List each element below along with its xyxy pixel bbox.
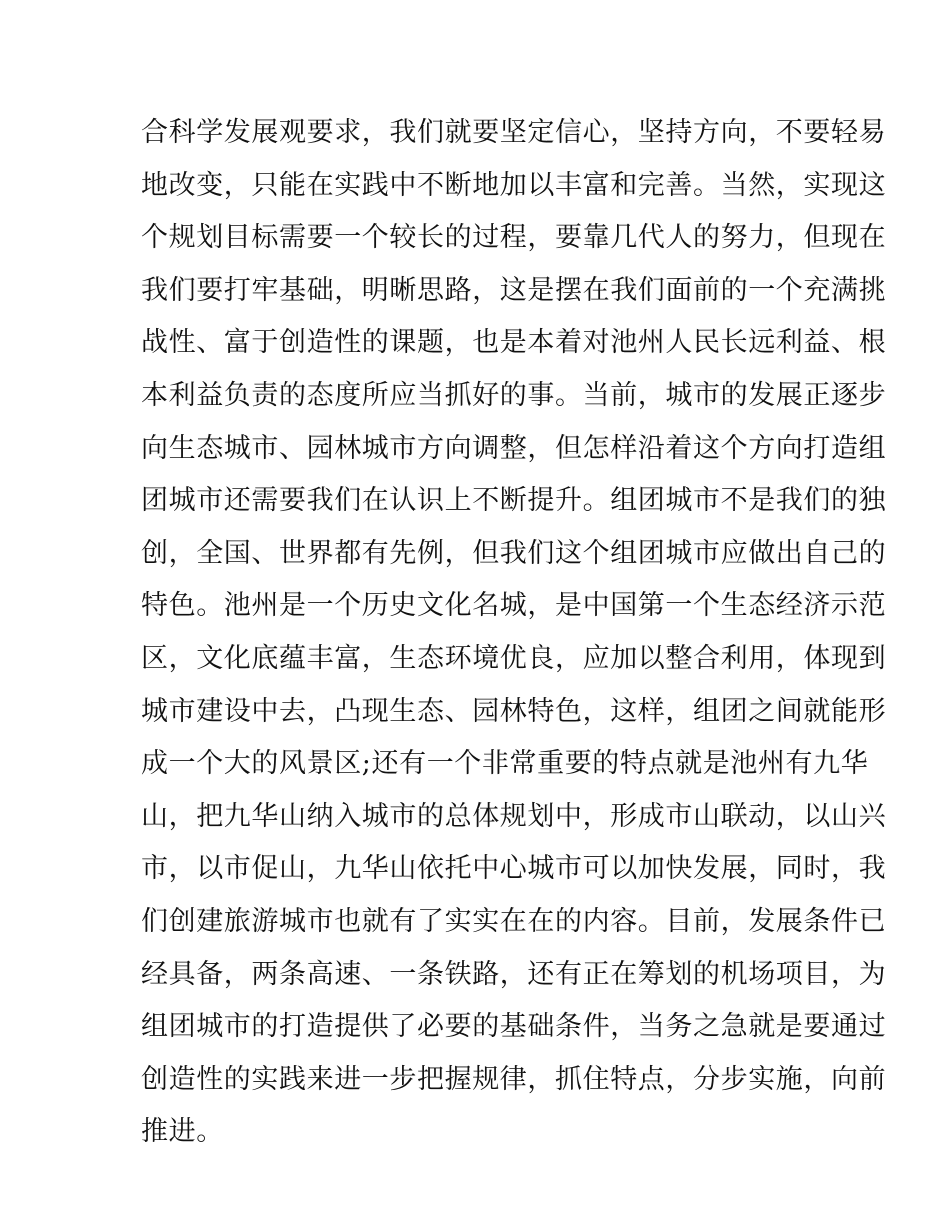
text-line: 特色。池州是一个历史文化名城，是中国第一个生态经济示范 [141, 590, 887, 622]
text-line: 经具备，两条高速、一条铁路，还有正在筹划的机场项目，为 [141, 958, 887, 990]
text-line: 创，全国、世界都有先例，但我们这个组团城市应做出自己的 [141, 537, 887, 569]
text-line: 区，文化底蕴丰富，生态环境优良，应加以整合利用，体现到 [141, 642, 887, 674]
text-line: 成一个大的风景区;还有一个非常重要的特点就是池州有九华 [141, 748, 869, 780]
text-line: 山，把九华山纳入城市的总体规划中，形成市山联动，以山兴 [141, 800, 887, 832]
text-line: 市，以市促山，九华山依托中心城市可以加快发展，同时，我 [141, 853, 887, 885]
text-line: 城市建设中去，凸现生态、园林特色，这样，组团之间就能形 [141, 695, 887, 727]
text-line: 我们要打牢基础，明晰思路，这是摆在我们面前的一个充满挑 [141, 274, 887, 306]
text-line: 地改变，只能在实践中不断地加以丰富和完善。当然，实现这 [141, 169, 887, 201]
text-line: 个规划目标需要一个较长的过程，要靠几代人的努力，但现在 [141, 222, 887, 254]
text-line: 组团城市的打造提供了必要的基础条件，当务之急就是要通过 [141, 1011, 887, 1043]
text-line: 团城市还需要我们在认识上不断提升。组团城市不是我们的独 [141, 485, 887, 517]
text-line: 战性、富于创造性的课题，也是本着对池州人民长远利益、根 [141, 327, 887, 359]
text-line: 推进。 [141, 1116, 224, 1148]
text-line: 创造性的实践来进一步把握规律，抓住特点，分步实施，向前 [141, 1063, 887, 1095]
text-line: 本利益负责的态度所应当抓好的事。当前，城市的发展正逐步 [141, 379, 887, 411]
text-line: 向生态城市、园林城市方向调整，但怎样沿着这个方向打造组 [141, 432, 887, 464]
text-line: 合科学发展观要求，我们就要坚定信心，坚持方向，不要轻易 [141, 117, 887, 148]
text-line: 们创建旅游城市也就有了实实在在的内容。目前，发展条件已 [141, 905, 887, 937]
body-paragraph [141, 107, 887, 1159]
